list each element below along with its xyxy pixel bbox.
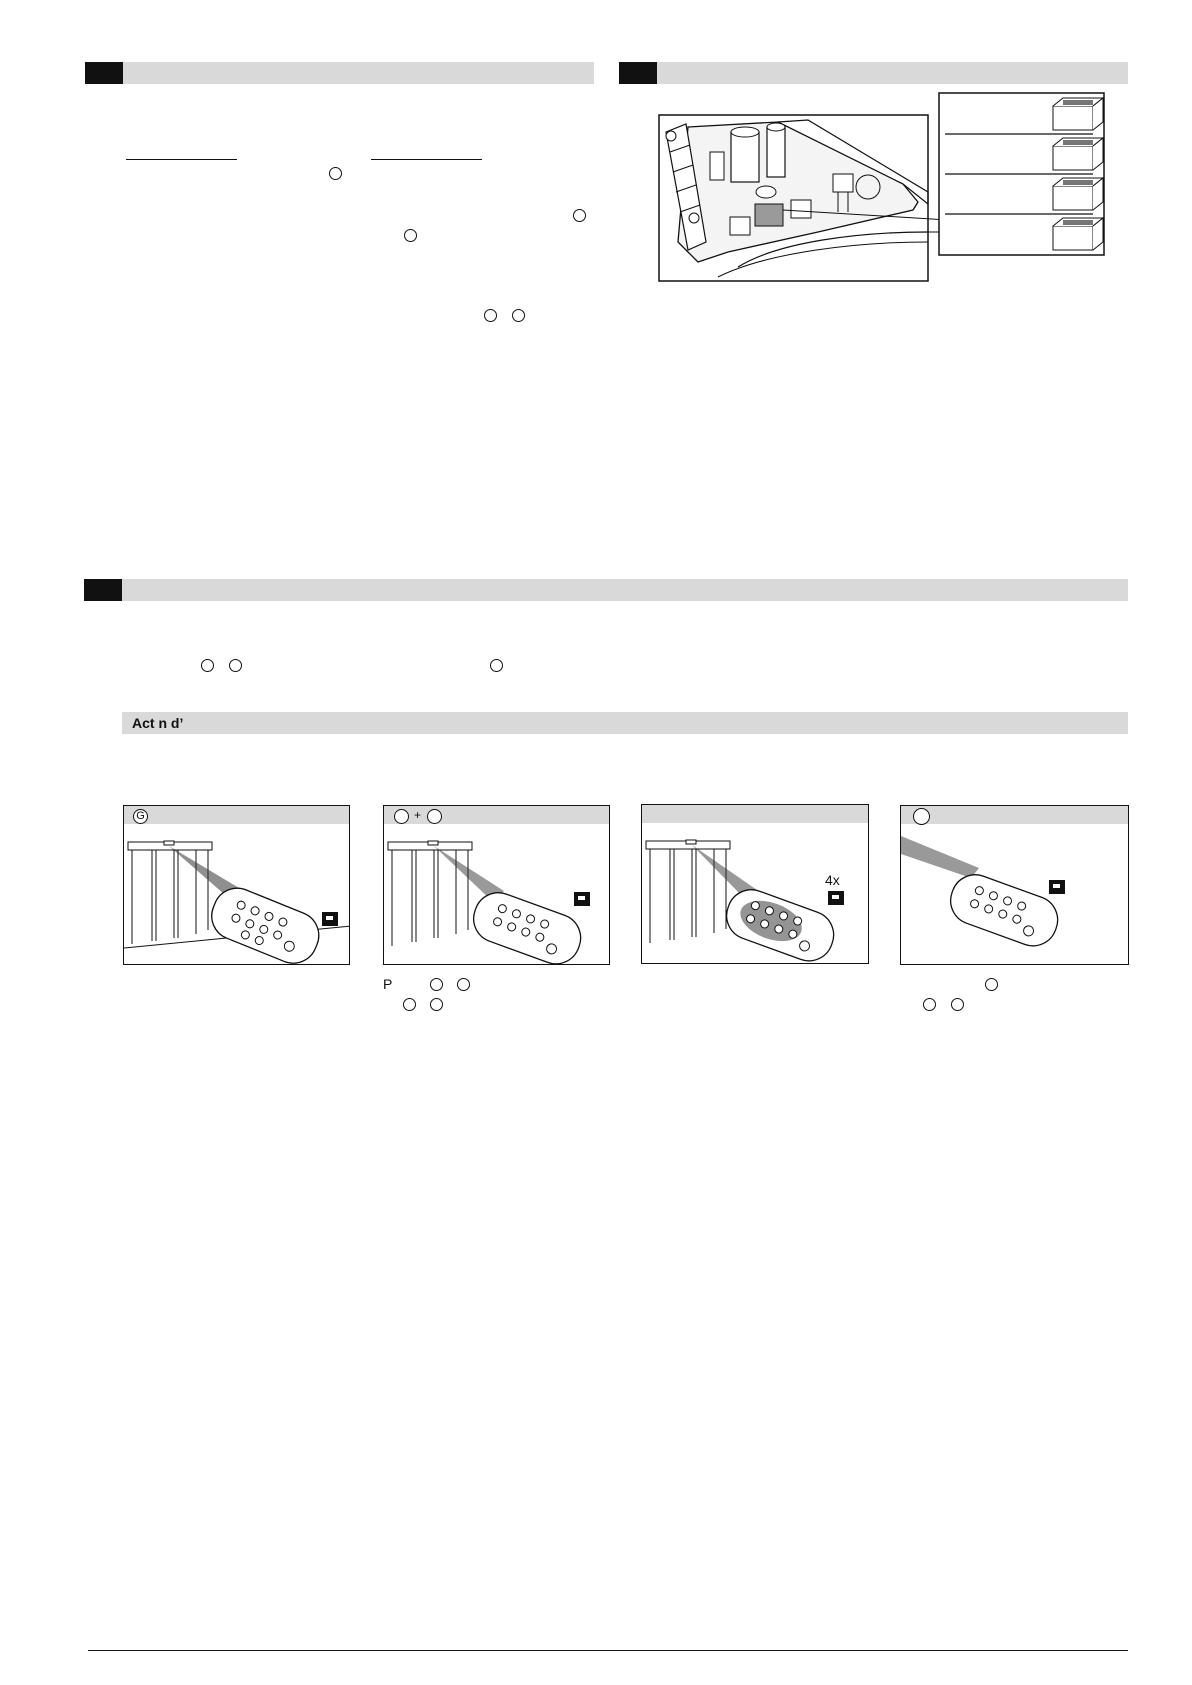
reference-circle-icon: [490, 659, 503, 672]
section-header-left: [85, 62, 594, 84]
reference-circle-icon: [512, 309, 525, 322]
section-header-right: [619, 62, 1128, 84]
remote-control-icon: [205, 881, 326, 965]
sliding-door-icon: [388, 841, 472, 946]
reference-circle-icon: [329, 167, 342, 180]
remote-aim-illustration: [384, 806, 610, 965]
hand-press-icon: [574, 892, 590, 906]
reference-circle-icon: [430, 998, 443, 1011]
step-panel-1: [123, 805, 350, 965]
dip-switch-icon: [1053, 138, 1103, 170]
step-panel-4: [900, 805, 1129, 965]
reference-circle-icon: [573, 209, 586, 222]
repeat-count-label: 4x: [825, 872, 840, 888]
reference-circle-icon: [923, 998, 936, 1011]
reference-circle-icon: [985, 978, 998, 991]
reference-circle-icon: [430, 978, 443, 991]
reference-circle-icon: [201, 659, 214, 672]
dip-switch-icon: [1053, 178, 1103, 210]
step-panel-3: [641, 804, 869, 964]
section-tab-middle: [84, 579, 122, 601]
sliding-door-icon: [646, 840, 730, 943]
underline-left: [126, 159, 237, 160]
dip-switch-icon: [1053, 218, 1103, 250]
step-badge: G: [133, 809, 148, 824]
hand-press-icon: [322, 912, 338, 926]
reference-circle-icon: [404, 229, 417, 242]
remote-control-icon: [720, 883, 840, 964]
reference-circle-icon: [403, 998, 416, 1011]
plus-label: +: [414, 808, 422, 822]
remote-aim-illustration: [124, 806, 350, 965]
remote-aim-illustration: [901, 806, 1129, 965]
reference-circle-icon: [457, 978, 470, 991]
reference-circle-icon: [484, 309, 497, 322]
reference-circle-icon: [951, 998, 964, 1011]
remote-control-icon: [944, 868, 1064, 953]
subsection-header: Act n d’: [122, 712, 1128, 734]
circuit-board-figure: [658, 92, 1106, 284]
step2-caption-prefix: P: [383, 976, 393, 992]
hand-press-icon: [1049, 880, 1065, 894]
underline-right: [371, 159, 482, 160]
step-panel-2: [383, 805, 610, 965]
dip-switch-icon: [1053, 98, 1103, 130]
footer-rule: [88, 1650, 1128, 1651]
remote-control-icon: [467, 886, 587, 965]
section-tab-right: [619, 62, 657, 84]
hand-press-icon: [828, 891, 844, 905]
reference-circle-icon: [229, 659, 242, 672]
section-tab-left: [85, 62, 123, 84]
section-header-middle: [84, 579, 1128, 601]
